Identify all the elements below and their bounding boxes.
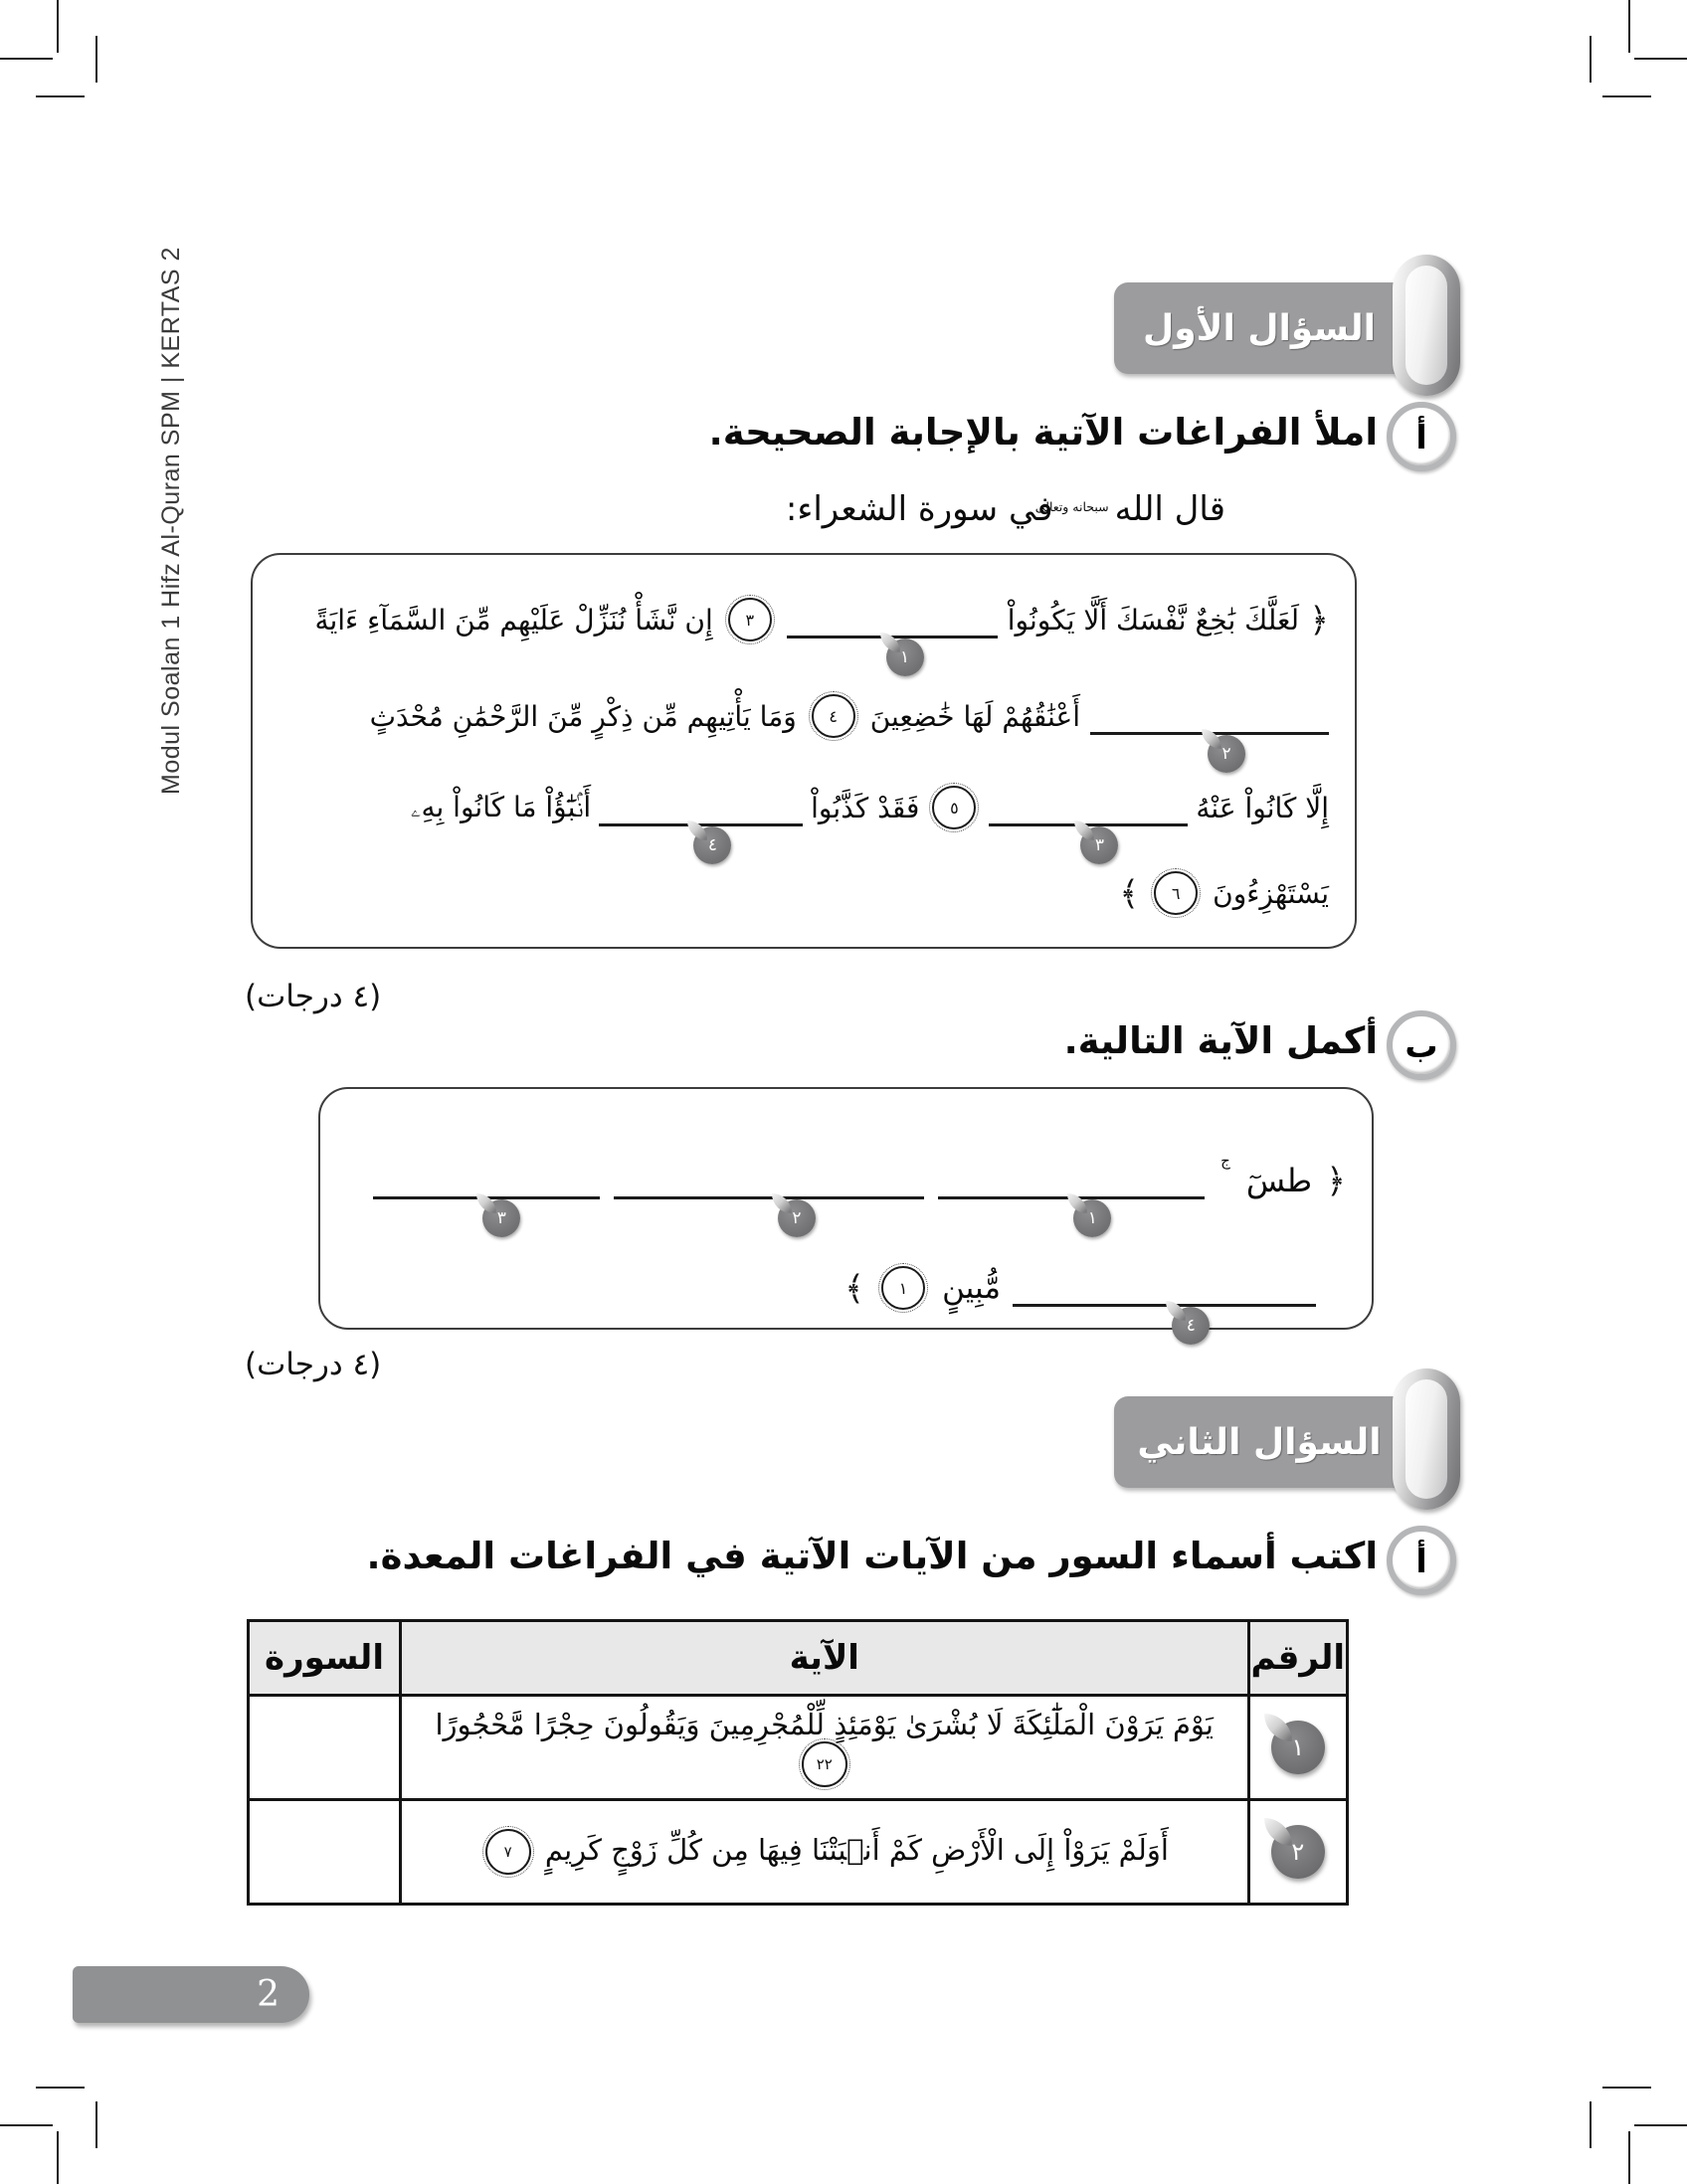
question2-banner: [1114, 1390, 1458, 1490]
answer-blank-1: [938, 1163, 1205, 1228]
ayah-ornament-22: ٢٢: [802, 1741, 847, 1787]
crop-mark: [1602, 95, 1651, 97]
lead-before: قال الله: [1114, 489, 1225, 529]
column-header-number: الرقم: [1248, 1621, 1348, 1696]
row-1-number-marker: ١: [1271, 1721, 1325, 1774]
lead-after: في سورة الشعراء:: [785, 489, 1053, 529]
blank-1-marker: ١: [886, 638, 924, 676]
answer-blank-2: [1090, 698, 1329, 764]
crop-mark: [36, 2087, 85, 2089]
question1-banner-title: السؤال الأول: [1143, 307, 1376, 349]
page-number-tab: [73, 1966, 309, 2023]
part-a-badge: أ: [1387, 1526, 1456, 1595]
q1a-marks-label: (٤ درجات): [245, 979, 382, 1014]
row-2-surah-answer-cell: [249, 1800, 401, 1905]
ayah-ornament-6: ٦: [1154, 871, 1198, 915]
table-row: [249, 1800, 1348, 1905]
crop-mark: [95, 2101, 97, 2148]
ayah-ornament-3: ٣: [728, 598, 772, 641]
crop-mark: [57, 2131, 59, 2184]
pause-mark: ج: [1220, 1152, 1230, 1170]
row-number-cell: [1248, 1800, 1348, 1905]
table-header-row: [249, 1621, 1348, 1696]
blank-1-marker: ١: [1073, 1199, 1111, 1237]
question1-banner: [1114, 276, 1458, 376]
row-1-surah-answer-cell: [249, 1696, 401, 1800]
row-2-verse-cell: أَوَلَمْ يَرَوْاْ إِلَى الْأَرْضِ كَمْ أَنۢبَتْنَا فِيهَا مِن كُلِّ زَوْجٍ كَرِيمٍ ٧: [401, 1800, 1249, 1905]
ayah-ornament-5: ٥: [932, 786, 976, 829]
crop-mark: [1602, 2087, 1651, 2089]
row-number-cell: [1248, 1696, 1348, 1800]
column-header-verse: الآية: [401, 1621, 1249, 1696]
quran-close-bracket: ﴾: [1119, 873, 1140, 914]
crop-mark: [1590, 2101, 1592, 2148]
column-header-surah: السورة: [249, 1621, 401, 1696]
row-1-verse-cell: يَوْمَ يَرَوْنَ الْمَلَٰٓئِكَةَ لَا بُشْرَىٰ يَوْمَئِذٍ لِّلْمُجْرِمِينَ وَيَقُولُونَ حِجْرًا مَّحْجُورًا ٢٢: [401, 1696, 1249, 1800]
row-2-number-marker: ٢: [1271, 1825, 1325, 1879]
honorific-calligraphy: سبحانه وتعالى: [1034, 498, 1109, 514]
part-a-badge: أ: [1387, 402, 1456, 471]
question2-banner-title: السؤال الثاني: [1137, 1421, 1382, 1463]
blank-3-marker: ٣: [482, 1199, 520, 1237]
crop-mark: [0, 2124, 53, 2126]
verse-line-3: إِلَّا كَانُواْ عَنْهُ ٣ ٥ فَقَدْ كَذَّبُواْ ٤ أَنۢبَٰٓؤُاْ مَا كَانُواْ بِهِۦ: [253, 762, 1355, 853]
q1b-verse-box: [318, 1087, 1374, 1336]
ayah-ornament-1: ١: [881, 1266, 925, 1310]
part-b-badge: ب: [1387, 1010, 1456, 1080]
crop-mark: [1634, 58, 1687, 60]
q1a-lead-in: [786, 489, 1225, 529]
answer-blank-3: [373, 1163, 600, 1228]
blank-3-marker: ٣: [1080, 826, 1118, 864]
spine-label: Modul Soalan 1 Hifz Al-Quran SPM | KERTAS 2: [157, 247, 185, 796]
crop-mark: [0, 58, 53, 60]
verse-line-4: يَسْتَهْزِءُونَ ٦ ﴾: [253, 853, 1355, 933]
q1a-verse-box: [251, 553, 1357, 949]
blank-2-marker: ٢: [778, 1199, 816, 1237]
page-number: 2: [257, 1974, 280, 2015]
blank-4-marker: ٤: [1172, 1307, 1210, 1345]
crop-mark: [1628, 0, 1630, 53]
crop-mark: [95, 36, 97, 83]
blank-2-marker: ٢: [1208, 735, 1245, 773]
answer-blank-3: [989, 790, 1188, 855]
verse-line-2: ٤ مُّبِينٍ ١ ﴾: [320, 1246, 1372, 1330]
q1b-instruction: أكمل الآية التالية.: [1063, 1019, 1378, 1062]
verse-line-2: ٢ أَعْنَٰقُهُمْ لَهَا خَٰضِعِينَ ٤ وَمَا يَأْتِيهِم مِّن ذِكْرٍ مِّنَ الرَّحْمَٰنِ مُحْدَثٍ: [253, 670, 1355, 762]
verse-line-1: ﴿ طسٓ ج ١ ٢ ٣: [320, 1089, 1372, 1246]
crop-mark: [1590, 36, 1592, 83]
crop-mark: [57, 0, 59, 53]
quran-open-bracket: ﴿: [1326, 1161, 1346, 1201]
blank-4-marker: ٤: [693, 826, 731, 864]
q2a-instruction: اكتب أسماء السور من الآيات الآتية في الفراغات المعدة.: [366, 1535, 1378, 1577]
ayah-ornament-4: ٤: [812, 694, 855, 738]
table-row: [249, 1696, 1348, 1800]
quran-close-bracket: ﴾: [844, 1268, 865, 1309]
verse-line-1: ﴿ لَعَلَّكَ بَٰخِعٌ نَّفْسَكَ أَلَّا يَكُونُواْ ١ ٣ إِن نَّشَأْ نُنَزِّلْ عَلَيْهِم مِّنَ السَّمَآءِ ءَايَةً: [253, 555, 1355, 670]
quran-open-bracket: ﴿: [1309, 600, 1329, 640]
q1a-instruction: املأ الفراغات الآتية بالإجابة الصحيحة.: [708, 411, 1378, 454]
crop-mark: [1634, 2124, 1687, 2126]
answer-blank-4: [599, 790, 803, 855]
surah-identification-table: [247, 1619, 1349, 1906]
answer-blank-2: [614, 1163, 924, 1228]
q1b-marks-label: (٤ درجات): [245, 1347, 382, 1382]
answer-blank-1: [787, 602, 998, 667]
ayah-ornament-7: ٧: [485, 1829, 531, 1875]
crop-mark: [1628, 2131, 1630, 2184]
crop-mark: [36, 95, 85, 97]
